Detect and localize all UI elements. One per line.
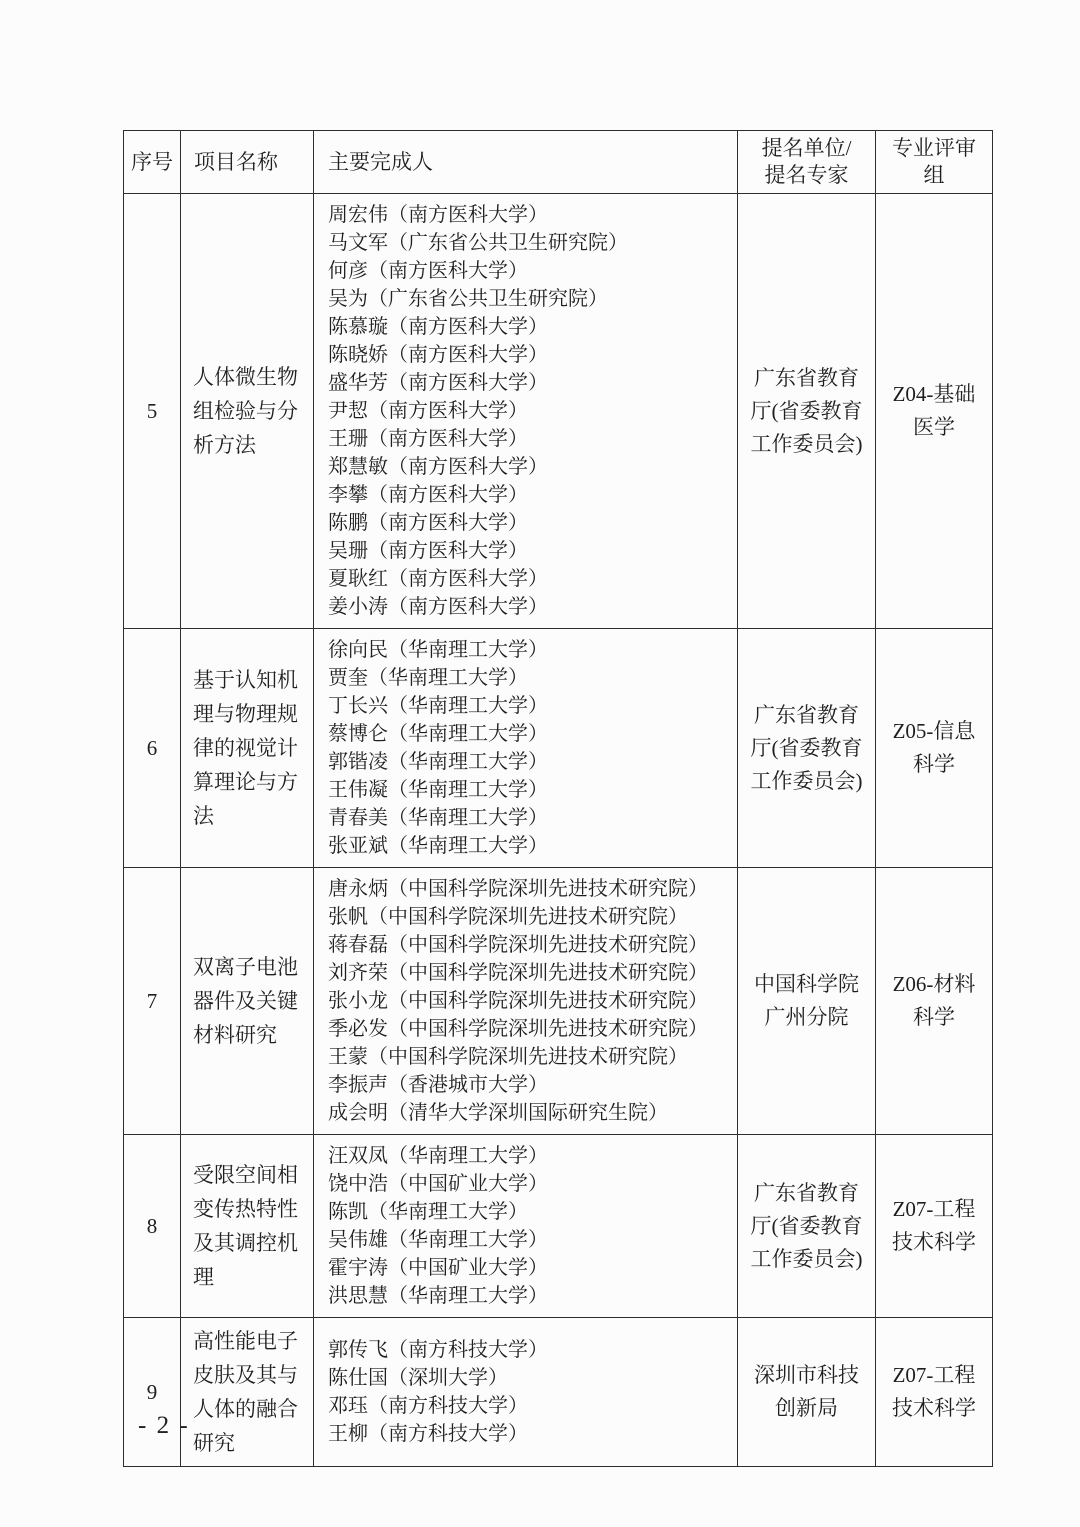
nominator: 深圳市科技创新局 — [738, 1318, 876, 1467]
completer: 王蒙（中国科学院深圳先进技术研究院） — [328, 1046, 688, 1068]
header-review-group: 专业评审组 — [876, 131, 993, 194]
completer: 张亚斌（华南理工大学） — [328, 835, 548, 857]
completer: 李攀（南方医科大学） — [328, 484, 528, 506]
completer: 汪双凤（华南理工大学） — [328, 1145, 548, 1167]
completer: 吴珊（南方医科大学） — [328, 540, 528, 562]
project-name: 基于认知机理与物理规律的视觉计算理论与方法 — [181, 629, 314, 868]
completers-cell — [314, 194, 738, 629]
row-number: 9 — [124, 1318, 181, 1467]
review-group: Z07-工程技术科学 — [876, 1135, 993, 1318]
header-name: 项目名称 — [181, 131, 314, 194]
table-row — [124, 194, 993, 629]
completer: 贾奎（华南理工大学） — [328, 667, 528, 689]
completer: 陈仕国（深圳大学） — [328, 1367, 508, 1389]
completers-cell — [314, 1318, 738, 1467]
completer: 饶中浩（中国矿业大学） — [328, 1173, 548, 1195]
completers-cell — [314, 1135, 738, 1318]
header-nominator — [738, 131, 876, 194]
completer: 季必发（中国科学院深圳先进技术研究院） — [328, 1018, 708, 1040]
completer: 李振声（香港城市大学） — [328, 1074, 548, 1096]
header-nominator-line2: 提名专家 — [764, 163, 849, 187]
review-group: Z05-信息科学 — [876, 629, 993, 868]
table-body — [124, 194, 993, 1467]
table-row — [124, 1135, 993, 1318]
completer: 周宏伟（南方医科大学） — [328, 204, 548, 226]
completer: 郑慧敏（南方医科大学） — [328, 456, 548, 478]
completer: 邓珏（南方科技大学） — [328, 1395, 528, 1417]
completer: 盛华芳（南方医科大学） — [328, 372, 548, 394]
completer: 唐永炳（中国科学院深圳先进技术研究院） — [328, 878, 708, 900]
projects-table — [123, 130, 993, 1467]
completer: 王柳（南方科技大学） — [328, 1423, 528, 1445]
completers-cell — [314, 868, 738, 1135]
completer: 郭传飞（南方科技大学） — [328, 1339, 548, 1361]
completer: 徐向民（华南理工大学） — [328, 639, 548, 661]
completer: 张小龙（中国科学院深圳先进技术研究院） — [328, 990, 708, 1012]
table-row — [124, 868, 993, 1135]
review-group: Z07-工程技术科学 — [876, 1318, 993, 1467]
nominator: 广东省教育厅(省委教育工作委员会) — [738, 629, 876, 868]
completer: 陈慕璇（南方医科大学） — [328, 316, 548, 338]
completer: 刘齐荣（中国科学院深圳先进技术研究院） — [328, 962, 708, 984]
completer: 郭锴凌（华南理工大学） — [328, 751, 548, 773]
row-number: 8 — [124, 1135, 181, 1318]
row-number: 7 — [124, 868, 181, 1135]
review-group: Z06-材料科学 — [876, 868, 993, 1135]
review-group: Z04-基础医学 — [876, 194, 993, 629]
table-row — [124, 629, 993, 868]
project-name: 人体微生物组检验与分析方法 — [181, 194, 314, 629]
table-header — [124, 131, 993, 194]
row-number: 5 — [124, 194, 181, 629]
table-row — [124, 1318, 993, 1467]
completer: 何彦（南方医科大学） — [328, 260, 528, 282]
completer: 成会明（清华大学深圳国际研究生院） — [328, 1102, 668, 1124]
completer: 蔡博仑（华南理工大学） — [328, 723, 548, 745]
nominator: 广东省教育厅(省委教育工作委员会) — [738, 1135, 876, 1318]
nominator: 广东省教育厅(省委教育工作委员会) — [738, 194, 876, 629]
completer: 蒋春磊（中国科学院深圳先进技术研究院） — [328, 934, 708, 956]
completer: 洪思慧（华南理工大学） — [328, 1285, 548, 1307]
header-completers: 主要完成人 — [314, 131, 738, 194]
completer: 吴伟雄（华南理工大学） — [328, 1229, 548, 1251]
project-name: 受限空间相变传热特性及其调控机理 — [181, 1135, 314, 1318]
completers-cell — [314, 629, 738, 868]
completer: 陈凯（华南理工大学） — [328, 1201, 528, 1223]
completer: 王伟凝（华南理工大学） — [328, 779, 548, 801]
completer: 青春美（华南理工大学） — [328, 807, 548, 829]
completer: 陈晓娇（南方医科大学） — [328, 344, 548, 366]
completer: 吴为（广东省公共卫生研究院） — [328, 288, 608, 310]
nominator: 中国科学院广州分院 — [738, 868, 876, 1135]
completer: 夏耿红（南方医科大学） — [328, 568, 548, 590]
completer: 王珊（南方医科大学） — [328, 428, 528, 450]
project-name: 高性能电子皮肤及其与人体的融合研究 — [181, 1318, 314, 1467]
completer: 张帆（中国科学院深圳先进技术研究院） — [328, 906, 688, 928]
completer: 陈鹏（南方医科大学） — [328, 512, 528, 534]
project-name: 双离子电池器件及关键材料研究 — [181, 868, 314, 1135]
completer: 姜小涛（南方医科大学） — [328, 596, 548, 618]
header-no: 序号 — [124, 131, 181, 194]
completer: 尹恝（南方医科大学） — [328, 400, 528, 422]
page-number: - 2 - — [138, 1412, 190, 1439]
completer: 马文军（广东省公共卫生研究院） — [328, 232, 628, 254]
header-nominator-line1: 提名单位/ — [761, 136, 852, 160]
header-row — [124, 131, 993, 194]
completer: 丁长兴（华南理工大学） — [328, 695, 548, 717]
row-number: 6 — [124, 629, 181, 868]
completer: 霍宇涛（中国矿业大学） — [328, 1257, 548, 1279]
